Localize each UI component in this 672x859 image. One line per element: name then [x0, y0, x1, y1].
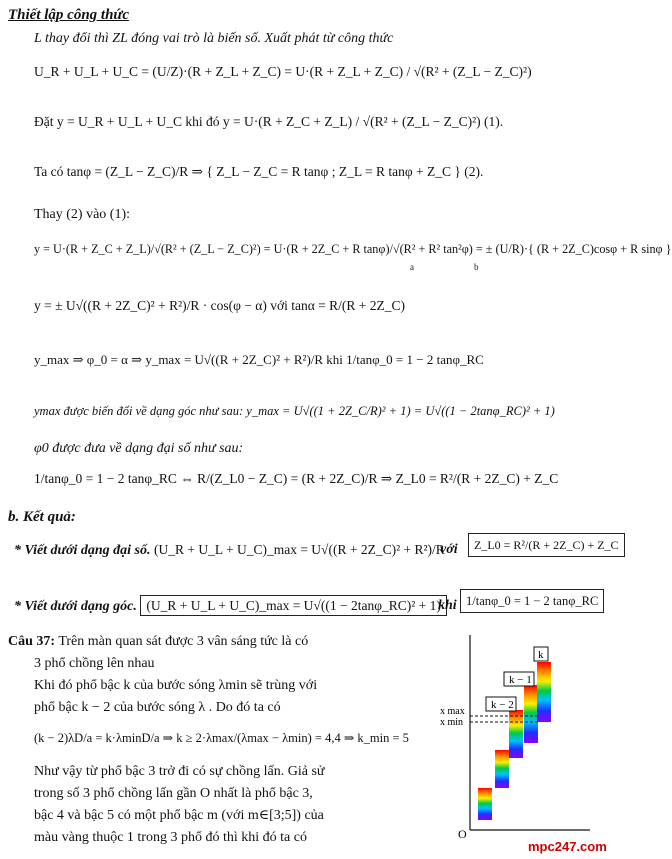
spectrum-diagram: [430, 625, 600, 855]
question-37-line-5: Như vậy từ phổ bậc 3 trở đi có sự chồng lấn. Giả sử: [34, 764, 325, 779]
result-when: khi: [438, 598, 457, 613]
question-37-line-4: phổ bậc k − 2 của bước sóng λ . Do đó ta có: [34, 700, 281, 715]
result-with: với: [440, 542, 458, 557]
result-algebraic-row: [14, 541, 445, 560]
equation-y-expanded: y = U·(R + Z_C + Z_L)/√(R² + (Z_L − Z_C)²) = U·(R + 2Z_C + R tanφ)/√(R² + R² tan²φ) = ± (U/R)·{ (R + 2Z_C)cosφ + R sinφ }: [34, 242, 672, 256]
brace-label-a: a: [410, 262, 414, 272]
result-algebraic-label: * Viết dưới dạng đại số.: [14, 543, 151, 558]
question-37-line-2: 3 phổ chồng lên nhau: [34, 656, 155, 671]
question-37-line-6: trong số 3 phổ chồng lấn gần O nhất là phổ bậc 3,: [34, 786, 313, 801]
phi-algebra-label: φ0 được đưa về dạng đại số như sau:: [34, 441, 244, 456]
label-k1: k − 1: [509, 674, 532, 686]
spectrum-bar-1: [478, 788, 492, 820]
spectrum-bar-k2: [509, 710, 523, 758]
xmax-label: x max: [440, 706, 465, 717]
substitute-label: Thay (2) vào (1):: [34, 207, 131, 222]
question-37-line-8: màu vàng thuộc 1 trong 3 phổ đó thì khi đó ta có: [34, 830, 307, 845]
question-37-line-7: bậc 4 và bậc 5 có một phổ bậc m (với m∈[3;5]) của: [34, 808, 324, 823]
ymax-angle-form: ymax được biến đổi về dạng góc như sau: y_max = U√((1 + 2Z_C/R)² + 1) = U√((1 − 2tanφ_RC)² + 1): [34, 404, 555, 418]
question-37-text: Trên màn quan sát được 3 vân sáng tức là có: [58, 634, 309, 649]
result-angle-condition: 1/tanφ_0 = 1 − 2 tanφ_RC: [460, 589, 604, 613]
equation-sum: U_R + U_L + U_C = (U/Z)·(R + Z_L + Z_C) = U·(R + Z_L + Z_C) / √(R² + (Z_L − Z_C)²): [34, 64, 532, 79]
equation-tan: Ta có tanφ = (Z_L − Z_C)/R ⇒ { Z_L − Z_C = R tanφ ; Z_L = R tanφ + Z_C } (2).: [34, 164, 484, 179]
question-37-line-1: [8, 633, 308, 651]
result-angle-formula: (U_R + U_L + U_C)_max = U√((1 − 2tanφ_RC)² + 1): [140, 595, 447, 616]
label-k: k: [538, 649, 544, 661]
equation-ymax: y_max ⇒ φ_0 = α ⇒ y_max = U√((R + 2Z_C)² + R²)/R khi 1/tanφ_0 = 1 − 2 tanφ_RC: [34, 352, 484, 367]
brace-label-b: b: [474, 262, 479, 272]
section-heading-result: b. Kết quả:: [8, 509, 76, 525]
question-37-equation: (k − 2)λD/a = k·λminD/a ⇒ k ≥ 2·λmax/(λmax − λmin) = 4,4 ⇒ k_min = 5: [34, 731, 409, 745]
result-angle-row: [14, 597, 447, 616]
spectrum-bar-k: [537, 662, 551, 722]
watermark: mpc247.com: [528, 839, 607, 854]
question-37-line-3: Khi đó phổ bậc k của bước sóng λmin sẽ trùng với: [34, 678, 318, 693]
intro-line: L thay đổi thì ZL đóng vai trò là biến số. Xuất phát từ công thức: [34, 31, 394, 46]
label-k2: k − 2: [491, 699, 514, 711]
origin-label: O: [458, 827, 467, 841]
equation-phi-zl0: 1/tanφ_0 = 1 − 2 tanφ_RC ⇔ R/(Z_L0 − Z_C) = (R + 2Z_C)/R ⇒ Z_L0 = R²/(R + 2Z_C) + Z_C: [34, 471, 559, 486]
equation-y-cos: y = ± U√((R + 2Z_C)² + R²)/R · cos(φ − α) với tanα = R/(R + 2Z_C): [34, 298, 406, 313]
question-37-label: Câu 37:: [8, 634, 56, 649]
result-angle-label: * Viết dưới dạng góc.: [14, 599, 137, 614]
result-algebraic-condition: Z_L0 = R²/(R + 2Z_C) + Z_C: [468, 533, 625, 557]
spectrum-bar-k1: [524, 685, 538, 743]
spectrum-bar-2: [495, 750, 509, 788]
xmin-label: x min: [440, 717, 464, 728]
section-heading-setup: Thiết lập công thức: [8, 7, 130, 23]
result-algebraic-formula: (U_R + U_L + U_C)_max = U√((R + 2Z_C)² + R²)/R: [153, 542, 445, 557]
equation-set-y: Đặt y = U_R + U_L + U_C khi đó y = U·(R + Z_C + Z_L) / √(R² + (Z_L − Z_C)²) (1).: [34, 114, 504, 129]
